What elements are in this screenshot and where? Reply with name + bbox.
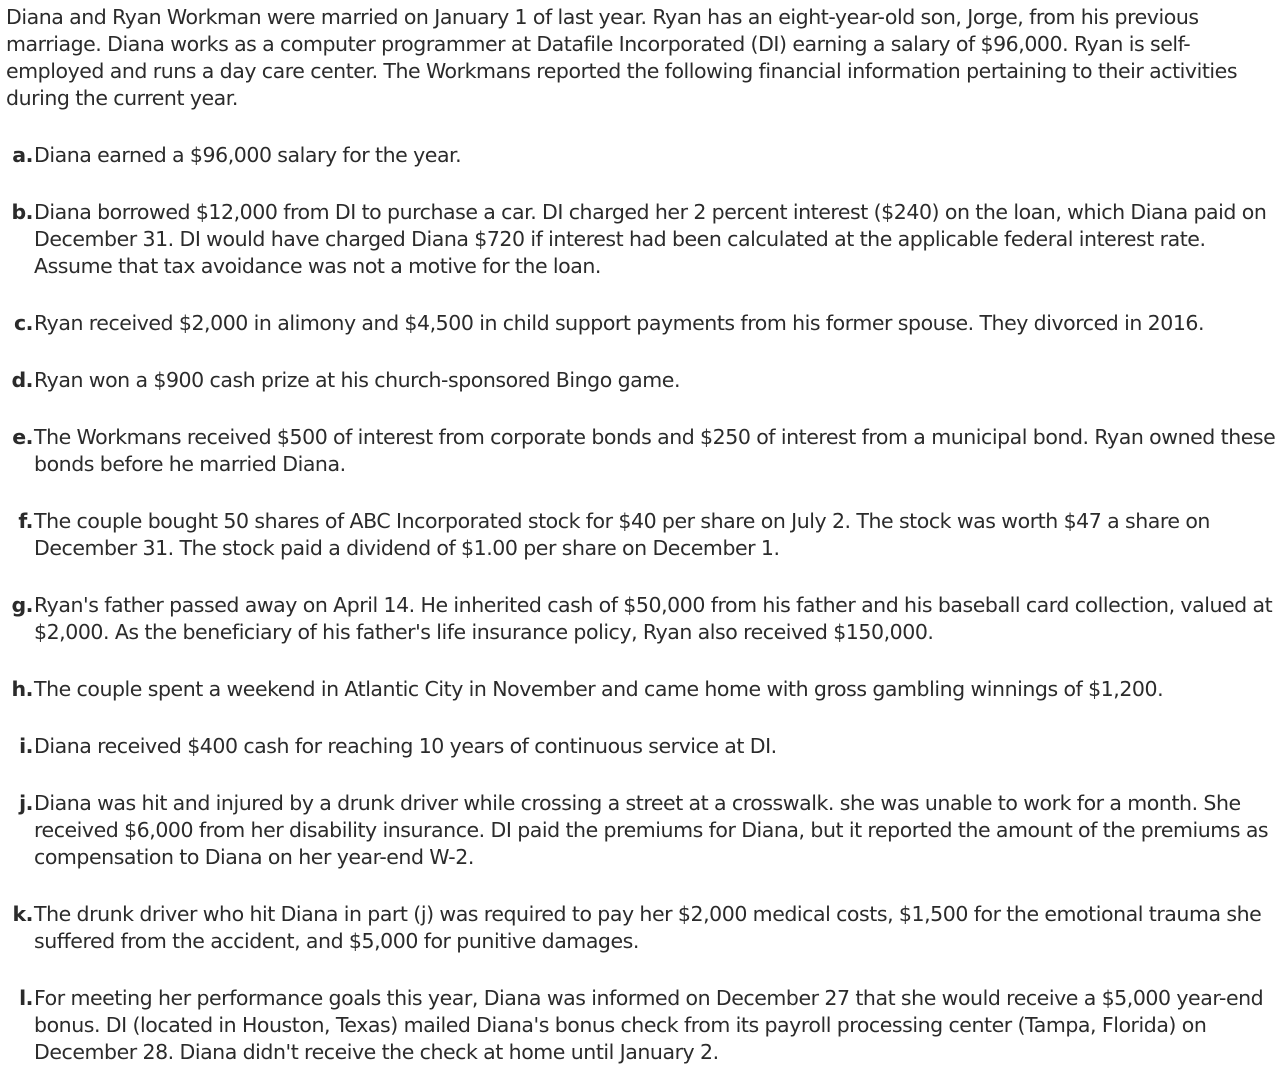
list-item-e [6,424,1279,478]
intro-paragraph: Diana and Ryan Workman were married on January 1 of last year. Ryan has an eight-year-old son, Jorge, from his previous marriage. Diana works as a computer programmer at Datafile Incorporated (DI) earning a salary of $96,000. Ryan is self-employed and runs a day care center. The Workmans reported the following financial information pertaining to their activities during the current year. [6,5,1238,110]
list-item-l [6,985,1279,1066]
list-item-h [6,676,1279,703]
list-item-d [6,367,1279,394]
item-text: Diana borrowed $12,000 from DI to purchase a car. DI charged her 2 percent interest ($240) on the loan, which Diana paid on December 31. DI would have charged Diana $720 if interest had been calculated at the applicable federal interest rate. Assume that tax avoidance was not a motive for the loan. [34,200,1267,278]
item-list [6,142,1279,1066]
item-letter: i. [19,734,33,758]
item-text: Diana was hit and injured by a drunk driver while crossing a street at a crosswalk. she was unable to work for a month. She received $6,000 from her disability insurance. DI paid the premiums for Diana, but it reported the amount of the premiums as compensation to Diana on her year-end W-2. [34,791,1269,869]
item-letter: c. [13,311,33,335]
list-item-f [6,508,1279,562]
item-letter: h. [11,677,33,701]
item-text: Diana earned a $96,000 salary for the year. [34,143,462,167]
item-letter: a. [12,143,33,167]
list-item-g [6,592,1279,646]
item-text: The Workmans received $500 of interest from corporate bonds and $250 of interest from a municipal bond. Ryan owned these bonds before he married Diana. [34,425,1276,476]
item-text: Ryan's father passed away on April 14. He inherited cash of $50,000 from his father and his baseball card collection, valued at $2,000. As the beneficiary of his father's life insurance policy, Ryan also received $150,000. [34,593,1273,644]
list-item-b [6,199,1279,280]
item-text: The drunk driver who hit Diana in part (j) was required to pay her $2,000 medical costs, $1,500 for the emotional trauma she suffered from the accident, and $5,000 for punitive damages. [34,902,1262,953]
item-text: Ryan won a $900 cash prize at his church-sponsored Bingo game. [34,368,681,392]
item-letter: l. [19,986,33,1010]
item-letter: k. [12,902,33,926]
item-letter: e. [12,425,33,449]
item-text: The couple spent a weekend in Atlantic City in November and came home with gross gambling winnings of $1,200. [34,677,1164,701]
item-letter: j. [19,791,33,815]
item-letter: f. [18,509,33,533]
item-text: Diana received $400 cash for reaching 10 years of continuous service at DI. [34,734,777,758]
item-letter: d. [11,368,33,392]
list-item-k [6,901,1279,955]
item-letter: g. [11,593,33,617]
item-letter: b. [11,200,33,224]
item-text: Ryan received $2,000 in alimony and $4,500 in child support payments from his former spouse. They divorced in 2016. [34,311,1205,335]
list-item-j [6,790,1279,871]
item-text: The couple bought 50 shares of ABC Incorporated stock for $40 per share on July 2. The stock was worth $47 a share on December 31. The stock paid a dividend of $1.00 per share on December 1. [34,509,1210,560]
list-item-i [6,733,1279,760]
list-item-c [6,310,1279,337]
item-text: For meeting her performance goals this year, Diana was informed on December 27 that she would receive a $5,000 year-end bonus. DI (located in Houston, Texas) mailed Diana's bonus check from its payroll processing center (Tampa, Florida) on December 28. Diana didn't receive the check at home until January 2. [34,986,1264,1064]
list-item-a [6,142,1279,169]
